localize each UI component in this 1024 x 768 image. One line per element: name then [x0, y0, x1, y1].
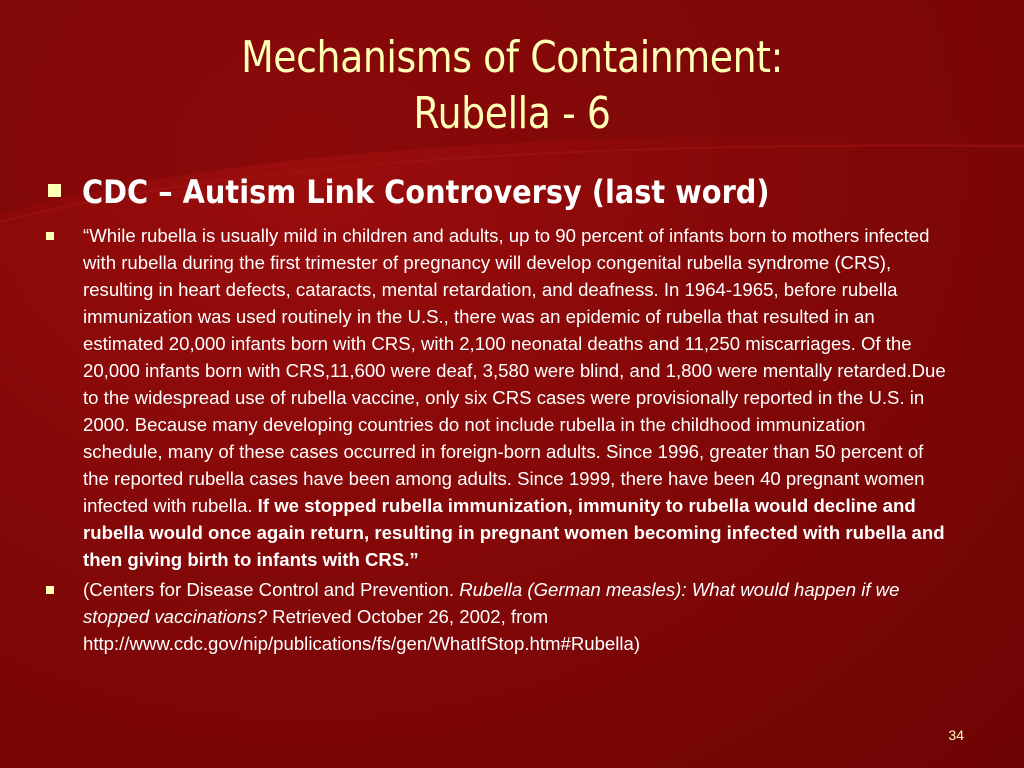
- quote-bold-text: If we stopped rubella immunization, immunity to rubella would decline and rubella would once again return, resulting in pregnant women becoming infected with rubella and then giving birth to infants with CRS.”: [83, 495, 945, 570]
- body-text: [46, 222, 946, 657]
- page-number: 34: [948, 727, 964, 743]
- square-bullet-icon: [46, 586, 54, 594]
- citation-title: Rubella (German measles): What would happen if we stopped vaccinations?: [83, 579, 900, 627]
- square-bullet-icon: [46, 232, 54, 240]
- quote-text: “While rubella is usually mild in children and adults, up to 90 percent of infants born to mothers infected with rubella during the first trimester of pregnancy will develop congenital rubella syndrome (CRS), resulting in heart defects, cataracts, mental retardation, and deafness. In 1964-1965, before rubella immunization was used routinely in the U.S., there was an epidemic of rubella that resulted in an estimated 20,000 infants born with CRS, with 2,100 neonatal deaths and 11,250 miscarriages. Of the 20,000 infants born with CRS,11,600 were deaf, 3,580 were blind, and 1,800 were mentally retarded.Due to the widespread use of rubella vaccine, only six CRS cases were provisionally reported in the U.S. in 2000. Because many developing countries do not include rubella in the childhood immunization schedule, many of these cases occurred in foreign-born adults. Since 1996, greater than 50 percent of the reported rubella cases have been among adults. Since 1999, there have been 40 pregnant women infected with rubella.: [83, 225, 946, 516]
- main-bullet: [44, 170, 1004, 214]
- title-line-2: Rubella - 6: [413, 88, 611, 139]
- citation-prefix: (Centers for Disease Control and Prevention.: [83, 579, 460, 600]
- citation-suffix: Retrieved October 26, 2002, from http://www.cdc.gov/nip/publications/fs/gen/WhatIfStop.htm#Rubella): [83, 606, 641, 654]
- citation-paragraph: [46, 576, 946, 657]
- square-bullet-icon: [48, 184, 61, 197]
- slide-title: [72, 30, 953, 142]
- title-line-1: Mechanisms of Containment:: [241, 32, 783, 83]
- quote-paragraph: [46, 222, 946, 573]
- bullet-heading: CDC – Autism Link Controversy (last word): [82, 173, 770, 211]
